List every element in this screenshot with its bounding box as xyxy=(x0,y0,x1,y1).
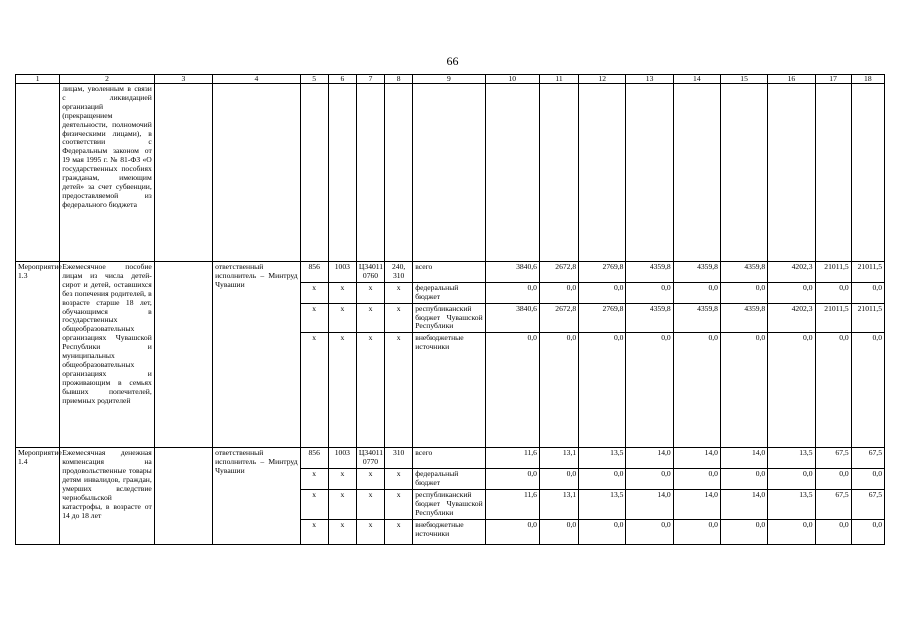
amount-value: 21011,5 xyxy=(851,303,884,333)
empty-cell xyxy=(539,84,578,262)
continuation-text-cell: лицам, уволенным в связи с ликвидацией организаций (прекращением деятельности, полномочий физическими лицами), в соответствии с Федеральным законом от 19 мая 1995 г. № 81-ФЗ «О государственных пособиях гражданам, имеющим детей» за счет субвенции, предоставляемой из федерального бюджета xyxy=(60,84,155,262)
amount-value: 67,5 xyxy=(815,448,851,469)
amount-value: 4359,8 xyxy=(626,262,673,283)
amount-value: 0,0 xyxy=(539,282,578,303)
amount-value: 0,0 xyxy=(539,469,578,490)
expense-type-code: х xyxy=(385,519,413,544)
column-number: 14 xyxy=(673,75,720,84)
expense-type-code: х xyxy=(385,333,413,448)
amount-value: 4359,8 xyxy=(720,262,767,283)
amount-value: 2672,8 xyxy=(539,262,578,283)
empty-cell xyxy=(154,262,212,448)
amount-value: 0,0 xyxy=(673,519,720,544)
amount-value: 0,0 xyxy=(485,519,539,544)
amount-value: 13,5 xyxy=(768,489,815,519)
column-number: 11 xyxy=(539,75,578,84)
budget-table xyxy=(15,74,885,545)
amount-value: 0,0 xyxy=(720,469,767,490)
amount-value: 11,6 xyxy=(485,489,539,519)
target-article-code: х xyxy=(356,303,384,333)
expense-type-code: х xyxy=(385,469,413,490)
target-article-code: х xyxy=(356,469,384,490)
section-code: х xyxy=(328,303,356,333)
amount-value: 4359,8 xyxy=(720,303,767,333)
grbs-code: х xyxy=(300,303,328,333)
measure-label: Мероприятие 1.3 xyxy=(16,262,60,448)
amount-value: 0,0 xyxy=(539,519,578,544)
target-article-code: Ц34011 0770 xyxy=(356,448,384,469)
amount-value: 0,0 xyxy=(768,333,815,448)
amount-value: 21011,5 xyxy=(815,262,851,283)
amount-value: 4359,8 xyxy=(626,303,673,333)
amount-value: 0,0 xyxy=(720,519,767,544)
grbs-code: 856 xyxy=(300,448,328,469)
amount-value: 0,0 xyxy=(815,333,851,448)
empty-cell xyxy=(385,84,413,262)
amount-value: 0,0 xyxy=(720,282,767,303)
amount-value: 13,5 xyxy=(579,448,626,469)
amount-value: 0,0 xyxy=(851,469,884,490)
expense-type-code: 310 xyxy=(385,448,413,469)
column-number: 4 xyxy=(213,75,301,84)
amount-value: 67,5 xyxy=(851,448,884,469)
empty-cell xyxy=(815,84,851,262)
amount-value: 0,0 xyxy=(485,333,539,448)
funding-source: всего xyxy=(413,448,485,469)
column-number: 16 xyxy=(768,75,815,84)
empty-cell xyxy=(579,84,626,262)
funding-source: внебюджетные источники xyxy=(413,519,485,544)
grbs-code: х xyxy=(300,489,328,519)
grbs-code: х xyxy=(300,282,328,303)
expense-type-code: х xyxy=(385,303,413,333)
funding-source: всего xyxy=(413,262,485,283)
amount-value: 0,0 xyxy=(579,519,626,544)
amount-value: 0,0 xyxy=(768,469,815,490)
section-code: х xyxy=(328,469,356,490)
amount-value: 11,6 xyxy=(485,448,539,469)
section-code: х xyxy=(328,333,356,448)
amount-value: 0,0 xyxy=(815,282,851,303)
measure-name: Ежемесячное пособие лицам из числа детей-сирот и детей, оставшихся без попечения родителей, в возрасте старше 18 лет, обучающимся в государственных общеобразовательных организациях Чувашской Республики и муниципальных общеобразовательных организациях и проживающим в семьях бывших попечителей, приемных родителей xyxy=(60,262,155,448)
target-article-code: х xyxy=(356,333,384,448)
amount-value: 13,1 xyxy=(539,489,578,519)
empty-cell xyxy=(356,84,384,262)
empty-cell xyxy=(851,84,884,262)
funding-source: федеральный бюджет xyxy=(413,282,485,303)
amount-value: 0,0 xyxy=(851,282,884,303)
funding-source: внебюджетные источники xyxy=(413,333,485,448)
measure-name: Ежемесячная денежная компенсация на продовольственные товары детям инвалидов, граждан, умерших вследствие чернобыльской катастрофы, в возрасте от 14 до 18 лет xyxy=(60,448,155,544)
amount-value: 4359,8 xyxy=(673,262,720,283)
measure-executor: ответственный исполнитель – Минтруд Чувашии xyxy=(213,448,301,544)
empty-cell xyxy=(16,84,60,262)
grbs-code: 856 xyxy=(300,262,328,283)
amount-value: 13,5 xyxy=(579,489,626,519)
column-number: 7 xyxy=(356,75,384,84)
column-number: 12 xyxy=(579,75,626,84)
column-number: 10 xyxy=(485,75,539,84)
amount-value: 21011,5 xyxy=(851,262,884,283)
amount-value: 0,0 xyxy=(851,519,884,544)
amount-value: 13,1 xyxy=(539,448,578,469)
section-code: х xyxy=(328,282,356,303)
empty-cell xyxy=(300,84,328,262)
measure-label: Мероприятие 1.4 xyxy=(16,448,60,544)
amount-value: 4202,3 xyxy=(768,262,815,283)
amount-value: 14,0 xyxy=(626,448,673,469)
expense-type-code: х xyxy=(385,489,413,519)
amount-value: 14,0 xyxy=(673,489,720,519)
amount-value: 0,0 xyxy=(579,333,626,448)
grbs-code: х xyxy=(300,333,328,448)
section-code: х xyxy=(328,489,356,519)
grbs-code: х xyxy=(300,469,328,490)
target-article-code: х xyxy=(356,489,384,519)
amount-value: 0,0 xyxy=(579,282,626,303)
amount-value: 2769,8 xyxy=(579,262,626,283)
column-number: 3 xyxy=(154,75,212,84)
column-number: 18 xyxy=(851,75,884,84)
column-number: 9 xyxy=(413,75,485,84)
amount-value: 0,0 xyxy=(851,333,884,448)
empty-cell xyxy=(673,84,720,262)
table-row xyxy=(16,448,885,469)
column-number: 1 xyxy=(16,75,60,84)
table-row xyxy=(16,84,885,262)
column-number: 6 xyxy=(328,75,356,84)
target-article-code: Ц34011 0760 xyxy=(356,262,384,283)
amount-value: 0,0 xyxy=(485,469,539,490)
column-number: 5 xyxy=(300,75,328,84)
column-number: 13 xyxy=(626,75,673,84)
amount-value: 0,0 xyxy=(768,282,815,303)
section-code: 1003 xyxy=(328,448,356,469)
empty-cell xyxy=(328,84,356,262)
column-number: 2 xyxy=(60,75,155,84)
grbs-code: х xyxy=(300,519,328,544)
section-code: 1003 xyxy=(328,262,356,283)
amount-value: 0,0 xyxy=(720,333,767,448)
empty-cell xyxy=(768,84,815,262)
amount-value: 14,0 xyxy=(720,448,767,469)
section-code: х xyxy=(328,519,356,544)
target-article-code: х xyxy=(356,519,384,544)
amount-value: 0,0 xyxy=(815,519,851,544)
expense-type-code: 240, 310 xyxy=(385,262,413,283)
amount-value: 0,0 xyxy=(815,469,851,490)
amount-value: 21011,5 xyxy=(815,303,851,333)
amount-value: 0,0 xyxy=(626,469,673,490)
amount-value: 3840,6 xyxy=(485,303,539,333)
amount-value: 2672,8 xyxy=(539,303,578,333)
empty-cell xyxy=(720,84,767,262)
column-number: 8 xyxy=(385,75,413,84)
amount-value: 14,0 xyxy=(673,448,720,469)
table-row xyxy=(16,262,885,283)
funding-source: республиканский бюджет Чувашской Республики xyxy=(413,489,485,519)
empty-cell xyxy=(213,84,301,262)
amount-value: 0,0 xyxy=(626,333,673,448)
amount-value: 14,0 xyxy=(720,489,767,519)
empty-cell xyxy=(154,84,212,262)
amount-value: 13,5 xyxy=(768,448,815,469)
empty-cell xyxy=(485,84,539,262)
amount-value: 67,5 xyxy=(815,489,851,519)
column-number: 15 xyxy=(720,75,767,84)
empty-cell xyxy=(154,448,212,544)
amount-value: 0,0 xyxy=(673,333,720,448)
target-article-code: х xyxy=(356,282,384,303)
amount-value: 0,0 xyxy=(626,519,673,544)
funding-source: федеральный бюджет xyxy=(413,469,485,490)
amount-value: 4359,8 xyxy=(673,303,720,333)
empty-cell xyxy=(413,84,485,262)
amount-value: 0,0 xyxy=(539,333,578,448)
amount-value: 3840,6 xyxy=(485,262,539,283)
amount-value: 2769,8 xyxy=(579,303,626,333)
amount-value: 0,0 xyxy=(626,282,673,303)
funding-source: республиканский бюджет Чувашской Республики xyxy=(413,303,485,333)
measure-executor: ответственный исполнитель – Минтруд Чувашии xyxy=(213,262,301,448)
page-number: 66 xyxy=(446,54,459,68)
expense-type-code: х xyxy=(385,282,413,303)
amount-value: 67,5 xyxy=(851,489,884,519)
amount-value: 14,0 xyxy=(626,489,673,519)
amount-value: 0,0 xyxy=(485,282,539,303)
amount-value: 0,0 xyxy=(673,469,720,490)
column-number: 17 xyxy=(815,75,851,84)
amount-value: 4202,3 xyxy=(768,303,815,333)
column-number-row xyxy=(16,75,885,84)
empty-cell xyxy=(626,84,673,262)
amount-value: 0,0 xyxy=(768,519,815,544)
amount-value: 0,0 xyxy=(673,282,720,303)
amount-value: 0,0 xyxy=(579,469,626,490)
